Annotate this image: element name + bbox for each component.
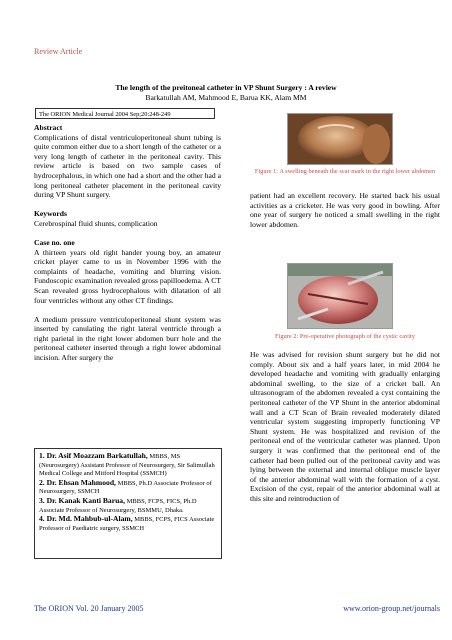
abstract-heading: Abstract	[34, 123, 63, 132]
case-one-paragraph-1: A thirteen years old right hander young boy, an amateur cricket player came to us in November 1996 with the complaints of headache, vomiting and blurring vision. Fundoscopic examination revealed gross papilloedema. A CT Scan revealed gross hydrocephalous with dilatation of all four ventricles without any other CT findings.	[34, 247, 221, 305]
author-entry: 1. Dr. Asif Moazzam Barkatullah, MBBS, MS (Neurosurgery) Assistant Professor of Neurosurgery, Sir Salimullah Medical College and Mitford Hospital (SSMCH)	[39, 451, 215, 478]
section-label: Review Article	[34, 47, 83, 56]
keywords-text: Cerebrospinal fluid shunts, complication	[34, 218, 158, 228]
swelling-photo-image	[288, 114, 392, 164]
left-column	[34, 123, 221, 372]
figure-2-photo	[287, 263, 393, 329]
article-title-block	[34, 83, 418, 103]
footer-website-link[interactable]: www.orion-group.net/journals	[343, 604, 440, 613]
figure-2-caption: Figure 2: Pre-operative photograph of the cystic cavity	[274, 333, 416, 340]
article-title: The length of the preitoneal catheter in VP Shunt Surgery : A review	[115, 83, 337, 92]
right-paragraph-1: patient had an excellent recovery. He started back his usual activities as a cricketer. He was very good in bowling. After one year of surgery he noticed a small swelling in the right lower abdomen.	[250, 191, 440, 229]
figure-1-caption: Figure 1: A swelling beneath the scar mark in the right lower abdomen	[254, 168, 436, 175]
footer-journal: The ORION Vol. 20 January 2005	[34, 604, 144, 613]
keywords-heading: Keywords	[34, 209, 67, 219]
abstract-text: Complications of distal ventriculoperitoneal shunt tubing is quite common either due to a short length of the catheter or a very long length of catheter in the peritoneal cavity. This review article is based on two sample cases of hydrocephalous, in which one had a short and the other had a long peritoneal catheter placement in the peritoneal cavity during VP Shunt surgery.	[34, 132, 221, 200]
figure-1-photo	[287, 113, 393, 165]
author-entry: 3. Dr. Kanak Kanti Barua, MBBS, FCPS, FICS, Ph.D Associate Professor of Neurosurgery, BSMMU, Dhaka.	[39, 495, 197, 514]
case-one-paragraph-2: A medium pressure ventriculoperitoneal shunt system was inserted by canulating the right lateral ventricle through a right parietal in the right lower abdomen burr hole and the peritoneal catheter inserted through a right lower abdominal incision. After surgery the	[34, 314, 221, 362]
right-column-top	[250, 191, 440, 239]
cystic-cavity-photo-image	[288, 264, 392, 328]
author-entry: 2. Dr. Ehsan Mahmood, MBBS, Ph.D Associate Professor of Neurosurgery, SSMCH	[39, 477, 212, 496]
journal-reference: The ORION Medical Journal 2004 Sep;20:248-249	[35, 108, 215, 119]
right-paragraph-2: He was advised for revision shunt surgery but he did not comply. About six and a half years later, in mid 2004 he developed headache and vomiting with gradually enlarging abdominal swelling, to the size of a cricket ball. An ultrasonogram of the abdomen revealed a cyst containing the peritoneal catheter of the VP Shunt in the anterior abdominal wall and a CT Scan of Brain revealed moderately dilated ventricular system suggesting improperly functioning VP Shunt system. He was hospitalized and revision of the peritoneal end of the ventricular catheter was planned. Upon surgery it was confirmed that the peritoneal end of the catheter had been pulled out of the peritoneal cavity and was lying between the external and internal oblique muscle layer of the anterior abdominal wall with the formation of a cyst. Excision of the cyst, repair of the anterior abdominal wall at this site and reintroduction of	[250, 350, 440, 503]
case-one-heading: Case no. one	[34, 237, 75, 247]
right-column-bottom	[250, 350, 440, 513]
author-affiliations	[34, 448, 222, 559]
article-authors: Barkatullah AM, Mahmood E, Barua KK, Alam MM	[145, 93, 307, 102]
author-entry: 4. Dr. Md. Mahbub-ul-Alam, MBBS, FCPS, FICS Associate Professor of Paediatric surgery, SSMCH	[39, 514, 215, 532]
